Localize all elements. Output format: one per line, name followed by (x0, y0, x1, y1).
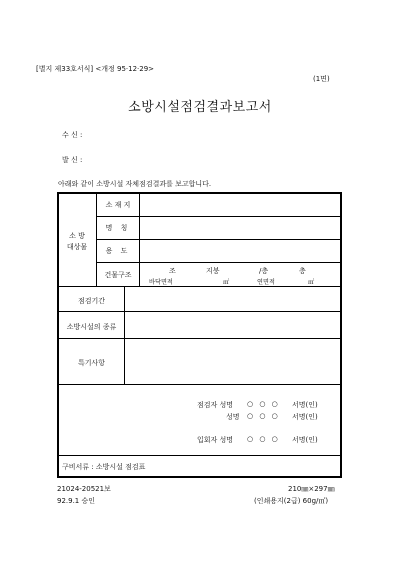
structure-floor-end: 층 (299, 267, 306, 275)
floor-area-unit: ㎡ (223, 279, 230, 286)
structure-roof: 지붕 (206, 267, 220, 275)
structure-jo: 조 (169, 267, 176, 275)
divider-h3 (96, 262, 341, 263)
witness-label: 입회자 성명 (197, 436, 234, 444)
floor-area-label: 바닥면적 (149, 279, 173, 286)
attachment-text: 구비서류 : 소방시설 점검표 (62, 463, 146, 471)
footer-code: 21024-20521보 (57, 485, 111, 493)
structure-floor-unit: /층 (259, 267, 269, 275)
divider-v3 (124, 287, 125, 338)
witness-sign: 서명(인) (292, 436, 318, 444)
recipient-label: 수 신 : (62, 131, 83, 139)
inspector-sign-1: 서명(인) (292, 401, 318, 409)
footer-paper: (인쇄용지(2급) 60g/㎡) (254, 497, 329, 505)
target-label-line2: 대상물 (66, 243, 88, 251)
divider-h1 (96, 216, 341, 217)
inspector-label: 점검자 성명 (197, 401, 234, 409)
inspector-circles-2: ○ ○ ○ (247, 412, 280, 420)
footer-approval: 92.9.1 승인 (57, 497, 96, 505)
form-reference: [별지 제33호서식] <개정 95·12·29> (36, 65, 155, 73)
divider-h6 (58, 338, 341, 339)
footer-size: 210㎜×297㎜ (288, 485, 335, 493)
table-top-border (57, 192, 342, 194)
target-label-line1: 소 방 (69, 232, 85, 240)
use-label: 용 도 (105, 247, 131, 255)
total-area-unit: ㎡ (308, 279, 315, 286)
location-label: 소 재 지 (105, 201, 131, 209)
total-area-label: 연면적 (257, 279, 275, 286)
divider-h8 (58, 455, 341, 456)
table-right-border (340, 192, 342, 478)
witness-circles: ○ ○ ○ (247, 435, 280, 443)
page-number: (1면) (313, 75, 330, 83)
structure-label: 건물구조 (104, 271, 132, 279)
name-label: 명 칭 (105, 224, 131, 232)
table-bottom-border (57, 476, 342, 478)
inspector-sign-2: 서명(인) (292, 413, 318, 421)
divider-v4 (124, 339, 125, 384)
document-title: 소방시설점검결과보고서 (128, 100, 272, 115)
divider-h2 (96, 239, 341, 240)
remarks-label: 특기사항 (77, 359, 106, 367)
second-name-label: 성명 (226, 413, 240, 421)
divider-h7 (58, 384, 341, 385)
intro-text: 아래와 같이 소방시설 자체점검결과를 보고합니다. (58, 180, 212, 188)
inspection-period-label: 점검기간 (77, 297, 106, 305)
divider-h4 (58, 286, 341, 287)
facility-types-label: 소방시설의 종류 (66, 323, 117, 331)
divider-h5 (58, 311, 341, 312)
sender-label: 발 신 : (62, 156, 83, 164)
inspector-circles-1: ○ ○ ○ (247, 400, 280, 408)
